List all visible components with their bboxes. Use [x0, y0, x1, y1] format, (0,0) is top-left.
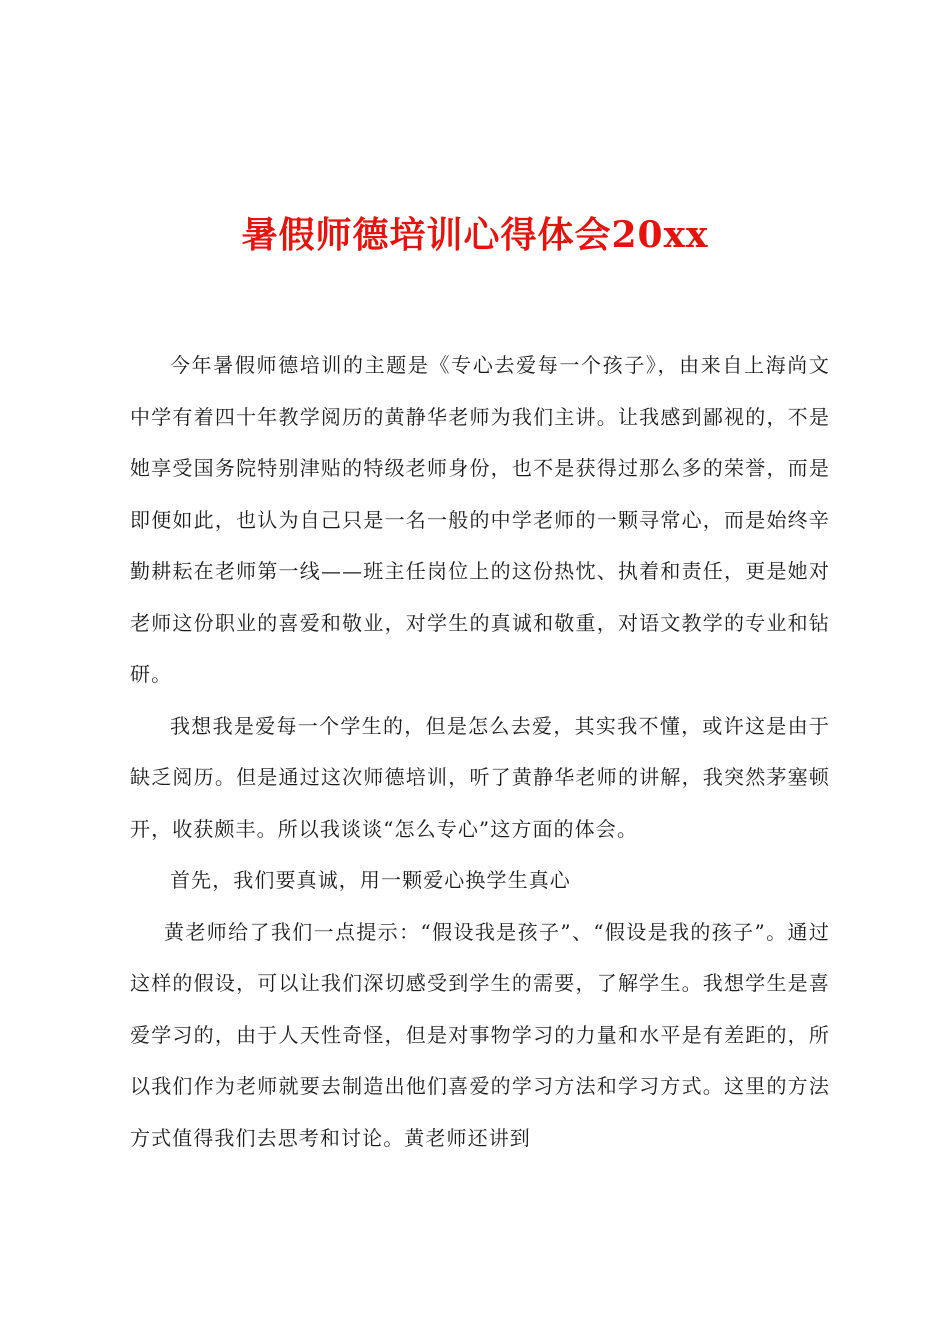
- paragraph-intro: 今年暑假师德培训的主题是《专心去爱每一个孩子》，由来自上海尚文中学有着四十年教学阅历的黄静华老师为我们主讲。让我感到鄙视的，不是她享受国务院特别津贴的特级老师身份，也不是获得过那么多的荣誉，而是即便如此，也认为自己只是一名一般的中学老师的一颗寻常心，而是始终辛勤耕耘在老师第一线——班主任岗位上的这份热忱、执着和责任，更是她对老师这份职业的喜爱和敬业，对学生的真诚和敬重，对语文教学的专业和钻研。: [130, 353, 830, 686]
- paragraph-subheading: 首先，我们要真诚，用一颗爱心换学生真心: [170, 868, 571, 892]
- document-body: [130, 340, 830, 1164]
- paragraph-teacher-hint: 黄老师给了我们一点提示：“假设我是孩子”、“假设是我的孩子”。通过这样的假设，可以让我们深切感受到学生的需要，了解学生。我想学生是喜爱学习的，由于人天性奇怪，但是对事物学习的力量和水平是有差距的，所以我们作为老师就要去制造出他们喜爱的学习方法和学习方式。这里的方法方式值得我们去思考和讨论。黄老师还讲到: [130, 919, 830, 1150]
- document-title: 暑假师德培训心得体会20xx: [241, 214, 709, 256]
- paragraph-reflection: 我想我是爱每一个学生的，但是怎么去爱，其实我不懂，或许这是由于缺乏阅历。但是通过这次师德培训，听了黄静华老师的讲解，我突然茅塞顿开，收获颇丰。所以我谈谈“怎么专心”这方面的体会。: [130, 713, 830, 841]
